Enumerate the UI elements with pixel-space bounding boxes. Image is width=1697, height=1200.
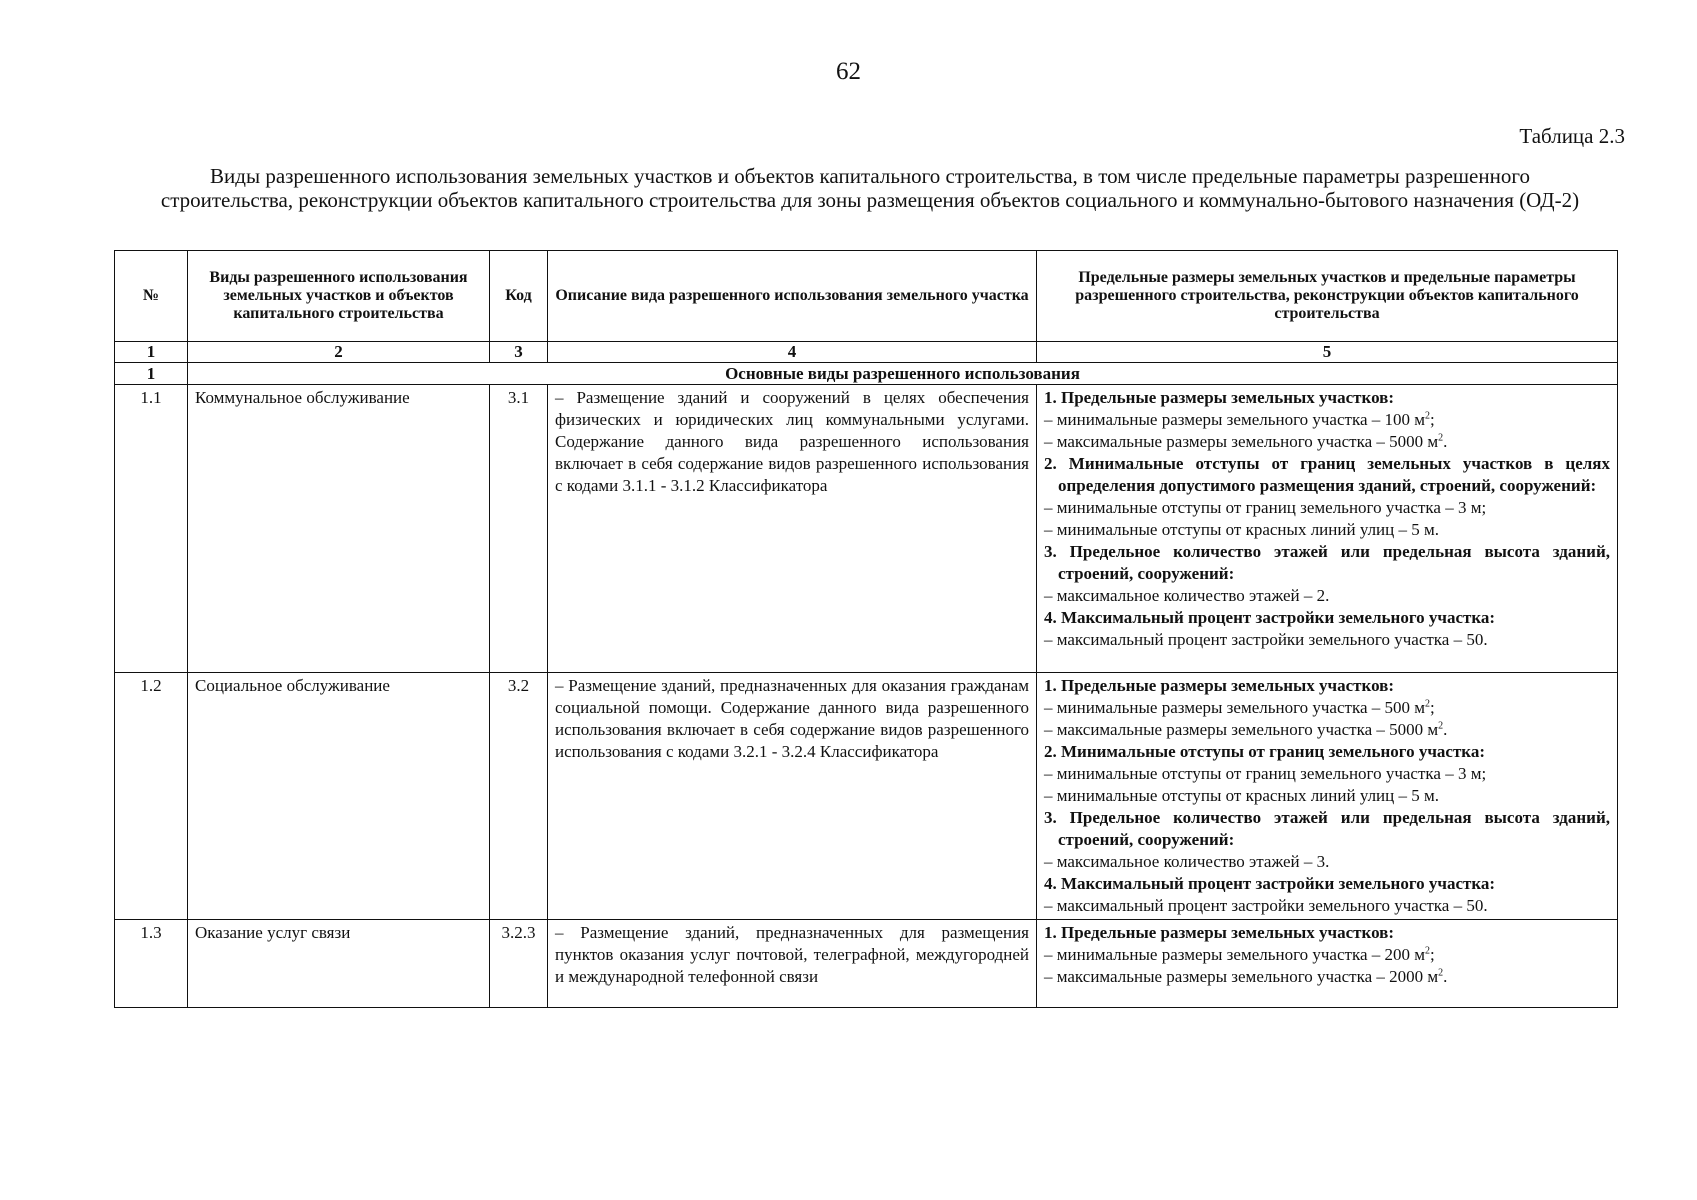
parameter-text: – максимальные размеры земельного участка – 2000 м xyxy=(1044,967,1439,986)
parameter-heading: 4. Максимальный процент застройки земельного участка: xyxy=(1044,874,1496,893)
column-header: Виды разрешенного использования земельных участков и объектов капитального строительства xyxy=(188,251,490,342)
parameter-text: – максимальное количество этажей – 3. xyxy=(1044,852,1330,871)
section-row xyxy=(115,363,1618,385)
land-use-table xyxy=(114,250,1618,1008)
parameter-text: – минимальные размеры земельного участка – 100 м xyxy=(1044,410,1426,429)
parameter-line xyxy=(1044,895,1610,917)
use-type-code: 3.1 xyxy=(490,385,548,673)
unit-superscript: 2 xyxy=(1438,432,1444,444)
column-header: Описание вида разрешенного использования земельного участка xyxy=(548,251,1037,342)
unit-superscript: 2 xyxy=(1438,967,1444,979)
row-number: 1.1 xyxy=(115,385,188,673)
line-ending: ; xyxy=(1430,410,1435,429)
use-type-description: – Размещение зданий, предназначенных для оказания гражданам социальной помощи. Содержание данного вида разрешенного использования включает в себя содержание видов разрешенного использования с кодами 3.2.1 - 3.2.4 Классификатора xyxy=(548,673,1037,920)
parameter-text: – максимальный процент застройки земельного участка – 50. xyxy=(1044,896,1488,915)
parameter-heading: 1. Предельные размеры земельных участков: xyxy=(1044,923,1395,942)
column-header: Код xyxy=(490,251,548,342)
parameter-text: – максимальные размеры земельного участка – 5000 м xyxy=(1044,432,1439,451)
parameter-heading: 2. Минимальные отступы от границ земельных участков в целях определения допустимого размещения зданий, строений, сооружений: xyxy=(1044,454,1610,495)
table-row xyxy=(115,385,1618,673)
table-row xyxy=(115,920,1618,1008)
parameter-line xyxy=(1044,785,1610,807)
parameter-text: – максимальный процент застройки земельного участка – 50. xyxy=(1044,630,1488,649)
parameter-line xyxy=(1044,944,1610,966)
parameter-heading: 1. Предельные размеры земельных участков: xyxy=(1044,388,1395,407)
parameter-text: – минимальные размеры земельного участка – 500 м xyxy=(1044,698,1426,717)
unit-superscript: 2 xyxy=(1425,698,1431,710)
table-header-row xyxy=(115,251,1618,342)
column-header: № xyxy=(115,251,188,342)
page-title: Виды разрешенного использования земельных участков и объектов капитального строительства, в том числе предельные параметры разрешенного строительства, реконструкции объектов капитального строительства для зоны размещения объектов социального и коммунально-бытового назначения (ОД-2) xyxy=(160,164,1580,212)
column-number: 1 xyxy=(115,342,188,363)
line-ending: ; xyxy=(1430,698,1435,717)
parameter-line xyxy=(1044,629,1610,651)
line-ending: . xyxy=(1443,720,1448,739)
parameter-text: – минимальные отступы от красных линий улиц – 5 м. xyxy=(1044,786,1440,805)
parameter-line xyxy=(1044,719,1610,741)
parameter-line xyxy=(1044,409,1610,431)
use-type-name: Коммунальное обслуживание xyxy=(188,385,490,673)
parameter-heading: 2. Минимальные отступы от границ земельного участка: xyxy=(1044,742,1485,761)
use-type-code: 3.2.3 xyxy=(490,920,548,1008)
section-title: Основные виды разрешенного использования xyxy=(188,363,1618,385)
parameter-line xyxy=(1044,519,1610,541)
row-number: 1.3 xyxy=(115,920,188,1008)
column-number: 5 xyxy=(1037,342,1618,363)
column-number: 2 xyxy=(188,342,490,363)
use-type-description: – Размещение зданий, предназначенных для размещения пунктов оказания услуг почтовой, телеграфной, междугородней и международной телефонной связи xyxy=(548,920,1037,1008)
unit-superscript: 2 xyxy=(1425,945,1431,957)
row-number: 1.2 xyxy=(115,673,188,920)
table-row xyxy=(115,673,1618,920)
parameter-text: – максимальные размеры земельного участка – 5000 м xyxy=(1044,720,1439,739)
parameter-line xyxy=(1044,497,1610,519)
parameters-cell xyxy=(1037,385,1618,673)
line-ending: . xyxy=(1443,967,1448,986)
unit-superscript: 2 xyxy=(1438,720,1444,732)
section-number: 1 xyxy=(115,363,188,385)
parameter-line xyxy=(1044,966,1610,988)
parameters-cell xyxy=(1037,673,1618,920)
parameter-line xyxy=(1044,697,1610,719)
parameter-text: – минимальные отступы от границ земельного участка – 3 м; xyxy=(1044,764,1487,783)
parameter-text: – минимальные отступы от красных линий улиц – 5 м. xyxy=(1044,520,1440,539)
line-ending: ; xyxy=(1430,945,1435,964)
parameter-heading: 4. Максимальный процент застройки земельного участка: xyxy=(1044,608,1496,627)
parameter-text: – минимальные отступы от границ земельного участка – 3 м; xyxy=(1044,498,1487,517)
use-type-name: Социальное обслуживание xyxy=(188,673,490,920)
column-number-row xyxy=(115,342,1618,363)
parameter-line xyxy=(1044,763,1610,785)
parameter-heading: 3. Предельное количество этажей или предельная высота зданий, строений, сооружений: xyxy=(1044,808,1610,849)
use-type-name: Оказание услуг связи xyxy=(188,920,490,1008)
use-type-description: – Размещение зданий и сооружений в целях обеспечения физических и юридических лиц коммунальными услугами. Содержание данного вида разрешенного использования включает в себя содержание видов разрешенного использования с кодами 3.1.1 - 3.1.2 Классификатора xyxy=(548,385,1037,673)
parameter-heading: 3. Предельное количество этажей или предельная высота зданий, строений, сооружений: xyxy=(1044,542,1610,583)
line-ending: . xyxy=(1443,432,1448,451)
parameter-line xyxy=(1044,851,1610,873)
parameter-line xyxy=(1044,585,1610,607)
parameters-cell xyxy=(1037,920,1618,1008)
column-number: 4 xyxy=(548,342,1037,363)
page-number: 62 xyxy=(836,58,861,85)
table-label: Таблица 2.3 xyxy=(1519,124,1625,148)
parameter-heading: 1. Предельные размеры земельных участков: xyxy=(1044,676,1395,695)
parameter-text: – минимальные размеры земельного участка – 200 м xyxy=(1044,945,1426,964)
column-header: Предельные размеры земельных участков и предельные параметры разрешенного строительства, реконструкции объектов капитального строительства xyxy=(1037,251,1618,342)
parameter-line xyxy=(1044,431,1610,453)
use-type-code: 3.2 xyxy=(490,673,548,920)
parameter-text: – максимальное количество этажей – 2. xyxy=(1044,586,1330,605)
unit-superscript: 2 xyxy=(1425,410,1431,422)
column-number: 3 xyxy=(490,342,548,363)
